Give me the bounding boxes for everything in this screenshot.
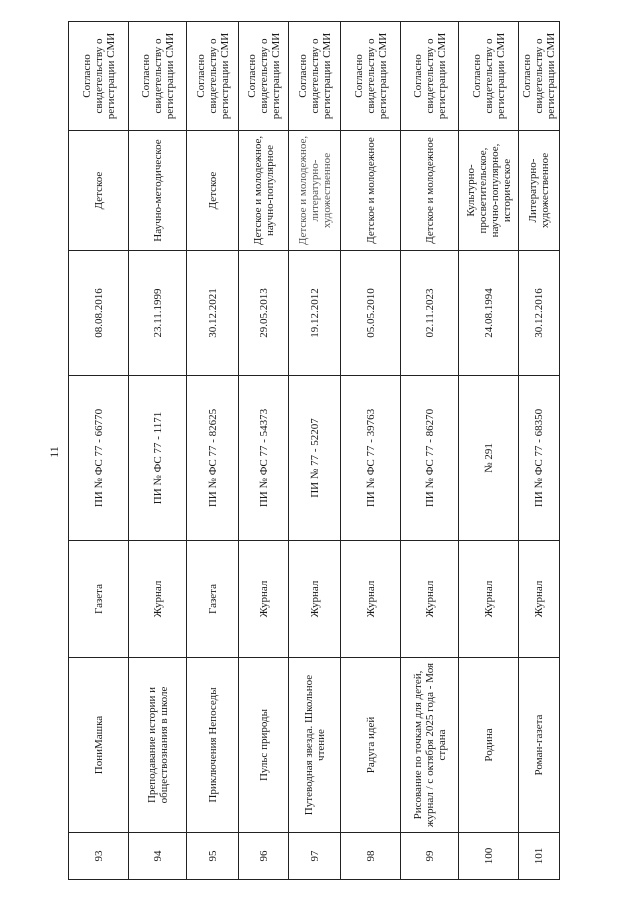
specialization: Детское и молодежное, научно-популярное	[239, 131, 289, 251]
specialization: Детское и молодежное	[341, 131, 401, 251]
table-row	[519, 22, 560, 880]
publication-title: Родина	[459, 658, 519, 833]
row-number: 93	[69, 833, 129, 880]
basis: Согласно свидетельству о регистрации СМИ	[289, 22, 341, 131]
publication-title: Преподавание истории и обществознания в школе	[129, 658, 187, 833]
registration-number: ПИ № 77 - 52207	[289, 376, 341, 541]
basis: Согласно свидетельству о регистрации СМИ	[187, 22, 239, 131]
basis: Согласно свидетельству о регистрации СМИ	[401, 22, 459, 131]
publication-type: Журнал	[519, 541, 560, 658]
row-number: 100	[459, 833, 519, 880]
registration-number: ПИ № ФС 77 - 68350	[519, 376, 560, 541]
registration-date: 19.12.2012	[289, 251, 341, 376]
row-number: 98	[341, 833, 401, 880]
publication-title: Пульс природы	[239, 658, 289, 833]
row-number: 99	[401, 833, 459, 880]
publication-title: Приключения Непоседы	[187, 658, 239, 833]
basis: Согласно свидетельству о регистрации СМИ	[459, 22, 519, 131]
registration-number: ПИ № ФС 77 - 54373	[239, 376, 289, 541]
registration-number: ПИ № ФС 77 - 86270	[401, 376, 459, 541]
basis: Согласно свидетельству о регистрации СМИ	[239, 22, 289, 131]
table-row	[69, 22, 129, 880]
table-row	[129, 22, 187, 880]
publication-type: Газета	[187, 541, 239, 658]
registry-sheet	[68, 22, 558, 880]
publication-type: Журнал	[239, 541, 289, 658]
publication-title: ПониМашка	[69, 658, 129, 833]
registration-date: 24.08.1994	[459, 251, 519, 376]
page-number: 11	[47, 446, 61, 458]
row-number: 96	[239, 833, 289, 880]
publication-title: Радуга идей	[341, 658, 401, 833]
specialization: Детское	[187, 131, 239, 251]
registration-date: 02.11.2023	[401, 251, 459, 376]
registration-number: ПИ № ФС 77 - 39763	[341, 376, 401, 541]
table-row	[459, 22, 519, 880]
registration-number: ПИ № ФС 77 - 66770	[69, 376, 129, 541]
publication-title: Роман-газета	[519, 658, 560, 833]
publication-title: Рисование по точкам для детей, журнал / с октября 2025 года - Моя страна	[401, 658, 459, 833]
table-row	[187, 22, 239, 880]
registration-date: 30.12.2016	[519, 251, 560, 376]
registration-date: 05.05.2010	[341, 251, 401, 376]
row-number: 94	[129, 833, 187, 880]
registration-date: 08.08.2016	[69, 251, 129, 376]
specialization: Научно-методическое	[129, 131, 187, 251]
table-row	[239, 22, 289, 880]
registration-date: 23.11.1999	[129, 251, 187, 376]
publication-type: Журнал	[401, 541, 459, 658]
basis: Согласно свидетельству о регистрации СМИ	[129, 22, 187, 131]
publication-type: Газета	[69, 541, 129, 658]
specialization: Литературно-художественное	[519, 131, 560, 251]
specialization: Культурно-просветительское, научно-популярное, историческое	[459, 131, 519, 251]
table-row	[289, 22, 341, 880]
row-number: 95	[187, 833, 239, 880]
specialization: Детское и молодежное, литературно-художественное	[289, 131, 341, 251]
row-number: 97	[289, 833, 341, 880]
basis: Согласно свидетельству о регистрации СМИ	[69, 22, 129, 131]
table-row	[341, 22, 401, 880]
media-registry-table	[68, 21, 560, 880]
registration-number: ПИ № ФС 77 - 82625	[187, 376, 239, 541]
publication-type: Журнал	[129, 541, 187, 658]
specialization: Детское	[69, 131, 129, 251]
publication-type: Журнал	[341, 541, 401, 658]
registration-date: 30.12.2021	[187, 251, 239, 376]
basis: Согласно свидетельству о регистрации СМИ	[341, 22, 401, 131]
basis: Согласно свидетельству о регистрации СМИ	[519, 22, 560, 131]
publication-type: Журнал	[289, 541, 341, 658]
registration-number: ПИ № ФС 77 - 1171	[129, 376, 187, 541]
publication-type: Журнал	[459, 541, 519, 658]
specialization: Детское и молодежное	[401, 131, 459, 251]
table-row	[401, 22, 459, 880]
row-number: 101	[519, 833, 560, 880]
registration-date: 29.05.2013	[239, 251, 289, 376]
registration-number: № 291	[459, 376, 519, 541]
publication-title: Путеводная звезда. Школьное чтение	[289, 658, 341, 833]
